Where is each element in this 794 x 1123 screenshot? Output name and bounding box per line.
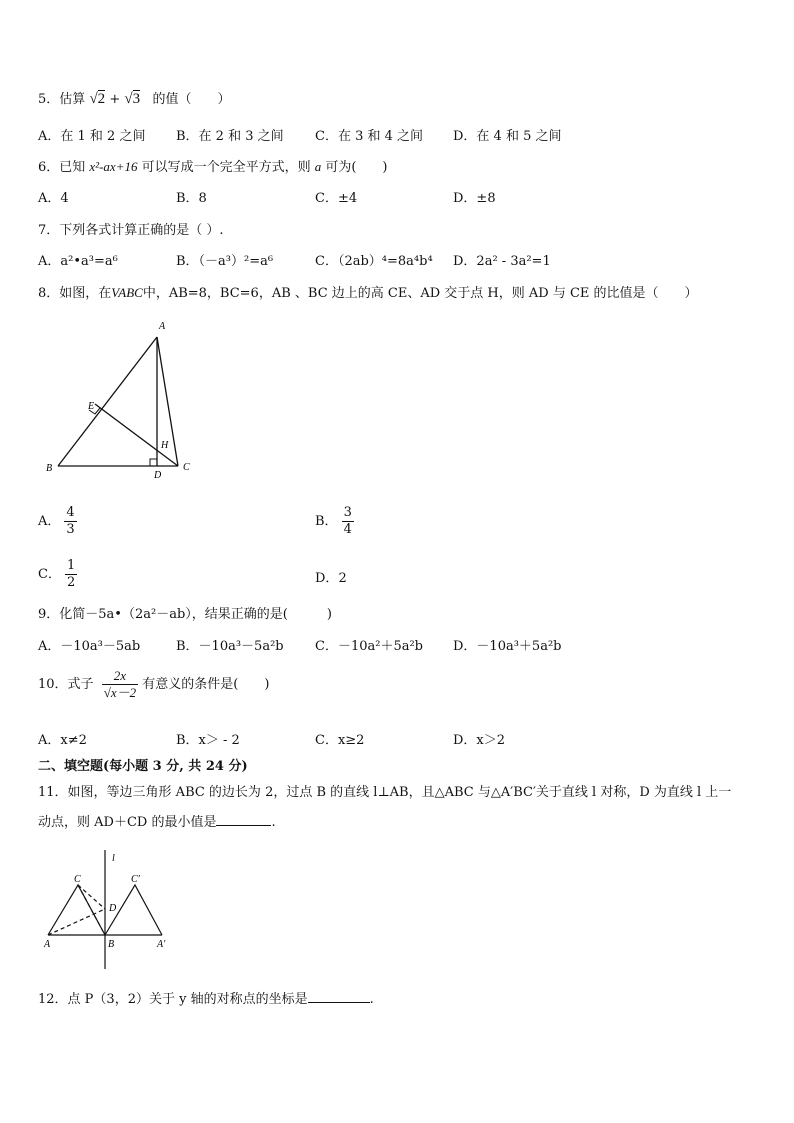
q7-option-b[interactable]: B．（－a³）²=a⁶ xyxy=(176,254,274,269)
q10-text-b: 有意义的条件是( ) xyxy=(142,677,270,692)
label-c: C xyxy=(74,874,81,885)
q10-option-c[interactable]: C．x≥2 xyxy=(315,733,365,748)
question-11-line-2: 动点，则 AD＋CD 的最小值是 . xyxy=(38,815,276,830)
q5-prefix: 估算 xyxy=(59,92,86,107)
segment-ab xyxy=(58,337,157,466)
q7-option-a[interactable]: A．a²•a³=a⁶ xyxy=(38,254,118,269)
q5-number: 5． xyxy=(38,92,60,107)
q8-option-b[interactable]: B． $\frac{3}{4}$ xyxy=(315,505,352,537)
q6-option-b[interactable]: B．8 xyxy=(176,191,207,206)
q6-text-c: 可为( ) xyxy=(321,160,388,175)
q6-text-a: 6．已知 xyxy=(38,160,90,175)
question-6 xyxy=(38,156,388,175)
q10-option-b[interactable]: B．x＞ - 2 xyxy=(176,733,240,748)
q9-option-b[interactable]: B．－10a³－5a²b xyxy=(176,639,284,654)
question-12: 12．点 P（3，2）关于 y 轴的对称点的坐标是 . xyxy=(38,992,374,1007)
q6-variable: a xyxy=(314,159,322,174)
sqrt-2: √2 xyxy=(89,91,106,107)
q8-triangle-figure xyxy=(38,315,203,480)
label-d: D xyxy=(154,470,162,480)
q8-option-d[interactable]: D．2 xyxy=(315,571,347,586)
q6-text-b: 可以写成一个完全平方式，则 xyxy=(137,160,315,175)
q5-option-a[interactable]: A．在 1 和 2 之间 xyxy=(38,129,146,144)
right-angle-d xyxy=(150,459,157,466)
label-c: C xyxy=(183,462,190,473)
question-5 xyxy=(38,88,231,108)
q5-suffix: 的值（ ） xyxy=(152,92,231,107)
q6-option-c[interactable]: C．±4 xyxy=(315,191,358,206)
q10-text-a: 10．式子 xyxy=(38,677,94,692)
question-9: 9．化简－5a•（2a²－ab），结果正确的是( ) xyxy=(38,607,332,622)
q9-option-c[interactable]: C．－10a²＋5a²b xyxy=(315,639,424,654)
section-title: 二、填空题(每小题 3 分, 共 24 分) xyxy=(38,759,248,774)
q8-triangle: VABC xyxy=(111,285,143,300)
q7-option-d[interactable]: D．2a² - 3a²=1 xyxy=(453,254,551,269)
plus-sign: + xyxy=(109,92,121,107)
label-c-prime: C′ xyxy=(131,874,140,885)
label-h: H xyxy=(161,440,169,451)
question-7: 7．下列各式计算正确的是（ ）. xyxy=(38,223,224,238)
sqrt-3: √3 xyxy=(124,91,141,107)
label-a-prime: A′ xyxy=(157,939,166,950)
q6-option-a[interactable]: A．4 xyxy=(38,191,69,206)
label-b: B xyxy=(46,463,53,474)
question-8 xyxy=(38,282,698,301)
q8-option-c[interactable]: C． $\frac{1}{2}$ xyxy=(38,558,76,590)
label-d: D xyxy=(109,903,117,914)
q5-option-b[interactable]: B．在 2 和 3 之间 xyxy=(176,129,284,144)
label-l: l xyxy=(112,853,115,864)
q12-answer-blank[interactable] xyxy=(308,990,370,1003)
q5-option-c[interactable]: C．在 3 和 4 之间 xyxy=(315,129,424,144)
label-a: A xyxy=(44,939,51,950)
q6-option-d[interactable]: D．±8 xyxy=(453,191,496,206)
q8-text-a: 8．如图，在 xyxy=(38,286,112,301)
q9-option-d[interactable]: D．－10a³＋5a²b xyxy=(453,639,562,654)
segment-cd-dashed xyxy=(78,885,105,909)
question-10 xyxy=(38,668,269,701)
q7-option-c[interactable]: C．（2ab）⁴=8a⁴b⁴ xyxy=(315,254,433,269)
q9-option-a[interactable]: A．－10a³－5ab xyxy=(38,639,141,654)
q10-fraction: $\frac{2x}{√x-2}$ xyxy=(103,668,137,700)
question-11-line-1: 11．如图，等边三角形 ABC 的边长为 2，过点 B 的直线 l⊥AB，且△ABC 与△A′BC′关于直线 l 对称，D 为直线 l 上一 xyxy=(38,785,732,800)
q10-option-a[interactable]: A．x≠2 xyxy=(38,733,87,748)
segment-ad-dashed xyxy=(48,909,105,935)
q10-option-d[interactable]: D．x＞2 xyxy=(453,733,506,748)
label-a: A xyxy=(159,321,166,332)
q8-option-a[interactable]: A． $\frac{4}{3}$ xyxy=(38,505,75,537)
triangle-abc xyxy=(48,885,105,935)
q8-text-b: 中，AB=8，BC=6，AB 、BC 边上的高 CE、AD 交于点 H，则 AD 与 CE 的比值是（ ） xyxy=(142,286,698,301)
q11-answer-blank[interactable] xyxy=(216,813,271,826)
q6-expression: x²-ax+16 xyxy=(89,159,138,174)
q11-symmetry-figure xyxy=(38,845,178,975)
segment-ce xyxy=(95,404,178,466)
q5-option-d[interactable]: D．在 4 和 5 之间 xyxy=(453,129,562,144)
label-b: B xyxy=(108,939,115,950)
label-e: E xyxy=(88,401,95,412)
